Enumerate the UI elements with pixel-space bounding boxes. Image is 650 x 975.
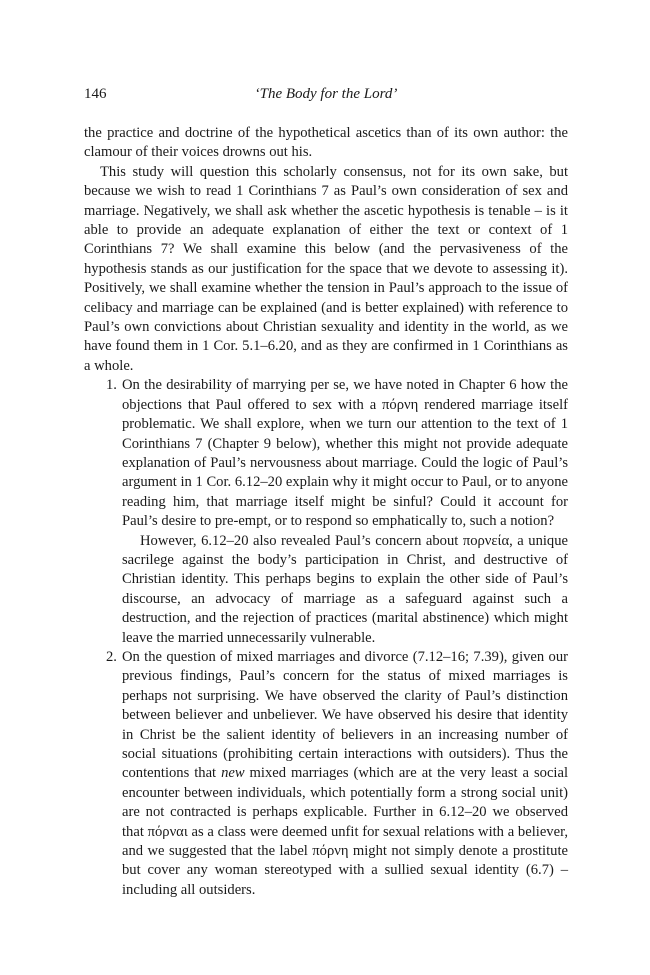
running-title: ‘The Body for the Lord’ (254, 86, 398, 102)
body-text (84, 124, 568, 900)
list-item-paragraph: On the question of mixed marriages and divorce (7.12–16; 7.39), given our previous findings, Paul’s concern for the status of mixed marriages is perhaps not surprising. We have observed the clarity of Paul’s distinction between believer and unbeliever. We have observed his desire that identity in Christ be the salient identity of believers in an increasing number of social situations (prohibiting certain interactions with outsiders). Thus the contentions that new mixed marriages (which are at the very least a social encounter between individuals, which potentially form a strong social unit) are not contracted is perhaps explicable. Further in 6.12–20 we observed that πόρναι as a class were deemed unfit for sexual relations with a believer, and we suggested that the label πόρνη might not simply denote a prostitute but cover any woman stereotyped with a sullied sexual identity (6.7) – including all outsiders. (122, 648, 569, 898)
list-item-paragraph: However, 6.12–20 also revealed Paul’s concern about πορνεία, a unique sacrilege against the body’s participation in Christ, and destructive of Christian identity. This perhaps begins to explain the other side of Paul’s discourse, an advocacy of marriage as a safeguard against such a destruction, and the rejection of practices (marital abstinence) which might leave the married unnecessarily vulnerable. (122, 532, 568, 646)
list-item (84, 376, 568, 648)
page-number: 146 (84, 86, 107, 102)
page-header (84, 86, 568, 108)
list-number: 1. (106, 377, 117, 394)
paragraph: the practice and doctrine of the hypothetical ascetics than of its own author: the clamour of their voices drowns out his. (84, 125, 568, 161)
list-item (84, 648, 568, 900)
paragraph: This study will question this scholarly consensus, not for its own sake, but because we wish to read 1 Corinthians 7 as Paul’s own consideration of sex and marriage. Negatively, we shall ask whether the ascetic hypothesis is tenable – is it able to provide an adequate explanation of either the text or context of 1 Corinthians 7? We shall examine this below (and the pervasiveness of the hypothesis stands as our justification for the space that we devote to assessing it). Positively, we shall examine whether the tension in Paul’s approach to the issue of celibacy and marriage can be explained (and is better explained) with reference to Paul’s own convictions about Christian sexuality and identity in the world, as we have found them in 1 Cor. 5.1–6.20, and as they are confirmed in 1 Corinthians as a whole. (84, 163, 568, 374)
list-number: 2. (106, 648, 117, 665)
list-item-paragraph: On the desirability of marrying per se, we have noted in Chapter 6 how the objections that Paul offered to sex with a πόρνη rendered marriage itself problematic. We shall explore, when we turn our attention to the text of 1 Corinthians 7 (Chapter 9 below), whether this might not provide adequate explanation of Paul’s nervousness about marriage. Could the logic of Paul’s argument in 1 Cor. 6.12–20 explain why it might occur to Paul, or to anyone reading him, that marriage itself might be sinful? Could it account for Paul’s desire to pre-empt, or to respond so emphatically to, such a notion? (122, 377, 568, 530)
numbered-list (84, 376, 568, 900)
